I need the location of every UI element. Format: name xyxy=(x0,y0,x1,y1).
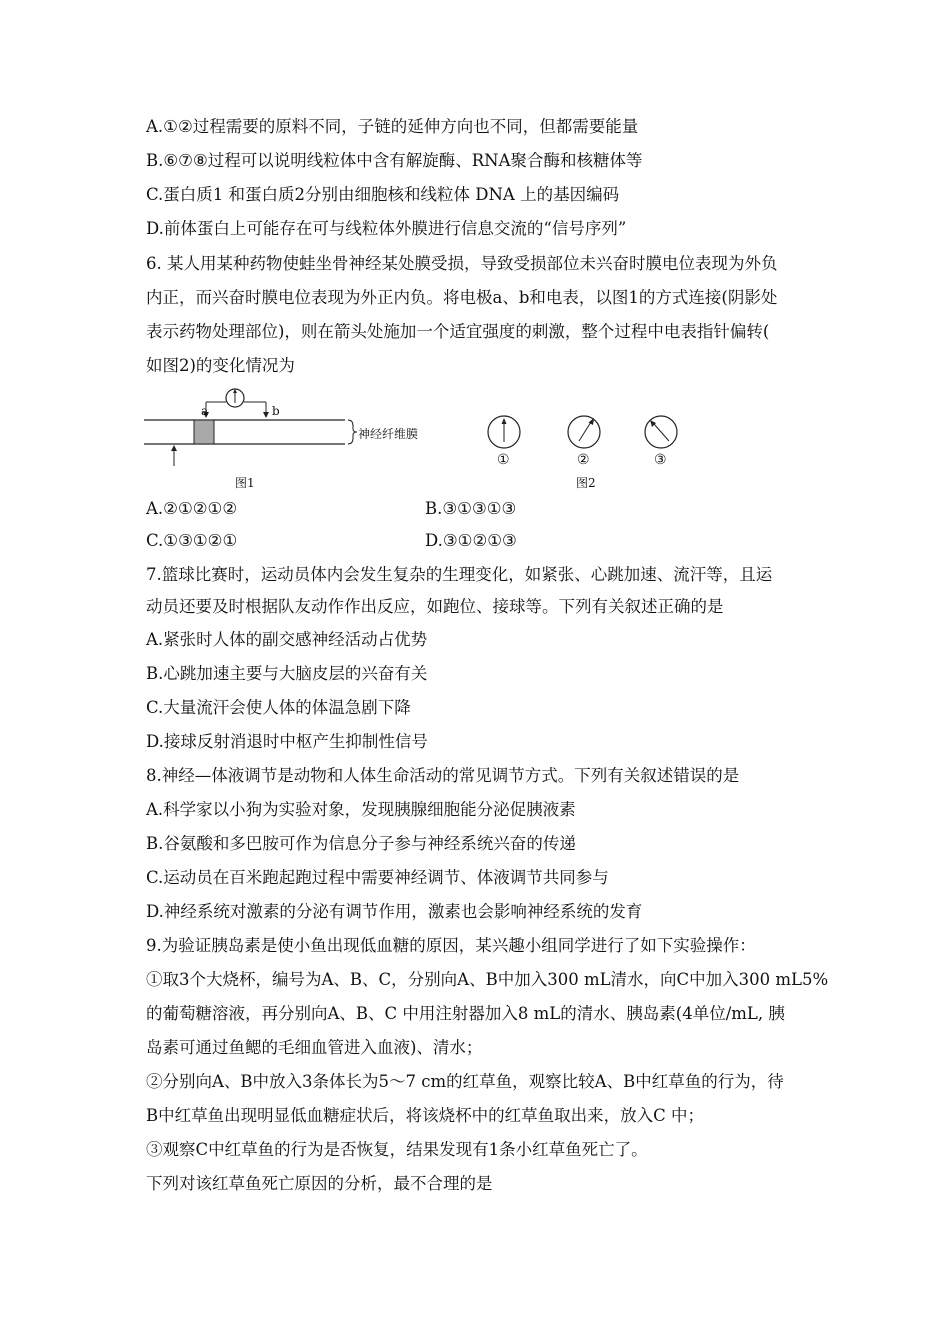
q7-option-b: B.心跳加速主要与大脑皮层的兴奋有关 xyxy=(146,664,428,683)
q9-line-3: 的葡萄糖溶液，再分别向A、B、C 中用注射器加入8 mL的清水、胰岛素(4单位/mL, 胰 xyxy=(146,1004,785,1023)
q5-option-a: A.①②过程需要的原料不同，子链的延伸方向也不同，但都需要能量 xyxy=(146,117,639,136)
q9-line-2: ①取3个大烧杯，编号为A、B、C，分别向A、B中加入300 mL清水，向C中加入300 mL5% xyxy=(146,970,829,989)
q9-line-7: ③观察C中红草鱼的行为是否恢复，结果发现有1条小红草鱼死亡了。 xyxy=(146,1140,648,1159)
q6-option-d: D.③①②①③ xyxy=(425,531,517,550)
q9-line-6: B中红草鱼出现明显低血糖症状后，将该烧杯中的红草鱼取出来，放入C 中； xyxy=(146,1106,704,1125)
stimulus-arrow-icon xyxy=(171,445,177,451)
drug-treated-region xyxy=(194,420,214,444)
q8-stem: 8.神经—体液调节是动物和人体生命活动的常见调节方式。下列有关叙述错误的是 xyxy=(146,766,740,785)
dial-3-label: ③ xyxy=(654,452,667,468)
q5-option-b: B.⑥⑦⑧过程可以说明线粒体中含有解旋酶、RNA聚合酶和核糖体等 xyxy=(146,151,643,170)
q8-option-d: D.神经系统对激素的分泌有调节作用，激素也会影响神经系统的发育 xyxy=(146,902,643,921)
q6-option-b: B.③①③①③ xyxy=(425,499,517,518)
q7-option-d: D.接球反射消退时中枢产生抑制性信号 xyxy=(146,732,428,751)
figure-2-dials xyxy=(480,408,720,458)
q7-stem-line-2: 动员还要及时根据队友动作作出反应，如跑位、接球等。下列有关叙述正确的是 xyxy=(146,597,724,616)
q6-stem-line-4: 如图2)的变化情况为 xyxy=(146,356,295,375)
q5-option-d: D.前体蛋白上可能存在可与线粒体外膜进行信息交流的“信号序列” xyxy=(146,219,627,238)
q7-stem-line-1: 7.篮球比赛时，运动员体内会发生复杂的生理变化，如紧张、心跳加速、流汗等，且运 xyxy=(146,565,773,584)
q9-line-4: 岛素可通过鱼鳃的毛细血管进入血液)、清水； xyxy=(146,1038,483,1057)
q8-option-c: C.运动员在百米跑起跑过程中需要神经调节、体液调节共同参与 xyxy=(146,868,609,887)
figure-2-caption: 图2 xyxy=(576,476,596,490)
q8-option-a: A.科学家以小狗为实验对象，发现胰腺细胞能分泌促胰液素 xyxy=(146,800,576,819)
membrane-bracket xyxy=(348,420,357,444)
q5-option-c: C.蛋白质1 和蛋白质2分别由细胞核和线粒体 DNA 上的基因编码 xyxy=(146,185,620,204)
electrode-b-arrow-icon xyxy=(263,412,269,418)
electrode-b-label: b xyxy=(272,404,280,418)
dial-2-label: ② xyxy=(577,452,590,468)
q6-stem-line-2: 内正，而兴奋时膜电位表现为外正内负。将电极a、b和电表，以图1的方式连接(阴影处 xyxy=(146,288,778,307)
q6-option-c: C.①③①②① xyxy=(146,531,238,550)
q6-stem-line-1: 6. 某人用某种药物使蛙坐骨神经某处膜受损，导致受损部位未兴奋时膜电位表现为外负 xyxy=(146,254,778,273)
figure-1-caption: 图1 xyxy=(235,476,255,490)
q6-stem-line-3: 表示药物处理部位)，则在箭头处施加一个适宜强度的刺激，整个过程中电表指针偏转( xyxy=(146,322,770,341)
q9-line-8: 下列对该红草鱼死亡原因的分析，最不合理的是 xyxy=(146,1174,493,1193)
q7-option-a: A.紧张时人体的副交感神经活动占优势 xyxy=(146,630,428,649)
dial-1-label: ① xyxy=(497,452,510,468)
dial-2 xyxy=(568,416,600,448)
q9-line-1: 9.为验证胰岛素是使小鱼出现低血糖的原因，某兴趣小组同学进行了如下实验操作： xyxy=(146,936,756,955)
q8-option-b: B.谷氨酸和多巴胺可作为信息分子参与神经系统兴奋的传递 xyxy=(146,834,576,853)
q7-option-c: C.大量流汗会使人体的体温急剧下降 xyxy=(146,698,411,717)
membrane-label: 神经纤维膜 xyxy=(358,427,419,441)
q6-option-a: A.②①②①② xyxy=(146,499,238,518)
q9-line-5: ②分别向A、B中放入3条体长为5～7 cm的红草鱼，观察比较A、B中红草鱼的行为，待 xyxy=(146,1072,784,1091)
electrode-a-label: a xyxy=(201,404,209,418)
